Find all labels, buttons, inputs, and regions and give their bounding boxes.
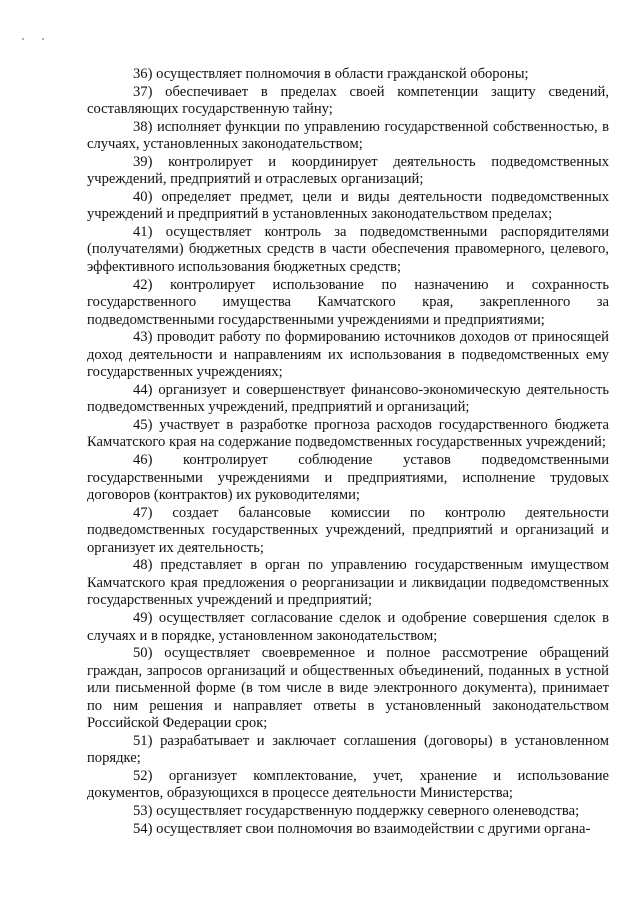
list-item-46: 46) контролирует соблюдение уставов подведомственными государственными учреждениями и предприятиями, исполнение трудовых договоров (контрактов) их руководителями; — [87, 452, 609, 504]
list-item-37: 37) обеспечивает в пределах своей компетенции защиту сведений, составляющих государственную тайну; — [87, 83, 609, 118]
list-item-45: 45) участвует в разработке прогноза расходов государственного бюджета Камчатского края на содержание подведомственных государственных учреждений; — [87, 416, 609, 451]
scan-speck — [22, 38, 24, 40]
list-item-48: 48) представляет в орган по управлению государственным имуществом Камчатского края предложения о реорганизации и ликвидации подведомственных государственных учреждений и предприятий; — [87, 557, 609, 609]
scan-speck — [42, 38, 44, 40]
list-item-40: 40) определяет предмет, цели и виды деятельности подведомственных учреждений и предприятий в установленных законодательством пределах; — [87, 188, 609, 223]
list-item-42: 42) контролирует использование по назначению и сохранность государственного имущества Камчатского края, закрепленного за подведомственными государственными учреждениями и предприятиями; — [87, 276, 609, 328]
document-page — [87, 66, 609, 838]
list-item-44: 44) организует и совершенствует финансово-экономическую деятельность подведомственных учреждений, предприятий и организаций; — [87, 381, 609, 416]
list-item-36: 36) осуществляет полномочия в области гражданской обороны; — [133, 66, 529, 82]
list-item-54: 54) осуществляет свои полномочия во взаимодействии с другими органа- — [133, 820, 591, 837]
list-item-51: 51) разрабатывает и заключает соглашения (договоры) в установленном порядке; — [87, 732, 609, 767]
list-item-41: 41) осуществляет контроль за подведомственными распорядителями (получателями) бюджетных средств в части обеспечения правомерного, целевого, эффективного использования бюджетных средств; — [87, 223, 609, 276]
list-item-52: 52) организует комплектование, учет, хранение и использование документов, образующихся в процессе деятельности Министерства; — [87, 767, 609, 802]
list-item-53: 53) осуществляет государственную поддержку северного оленеводства; — [133, 802, 580, 819]
list-item-49: 49) осуществляет согласование сделок и одобрение совершения сделок в случаях и в порядке, установленном законодательством; — [87, 609, 609, 644]
list-item-43: 43) проводит работу по формированию источников доходов от приносящей доход деятельности и направлениям их использования в подведомственных ему государственных учреждениях; — [87, 329, 609, 381]
list-item-38: 38) исполняет функции по управлению государственной собственностью, в случаях, установленных законодательством; — [87, 118, 609, 153]
list-item-50: 50) осуществляет своевременное и полное рассмотрение обращений граждан, запросов организаций и общественных объединений, поданных в устной или письменной форме (в том числе в виде электронного документа), принимает по ним решения и направляет ответы в установленный законодательством Российской Федерации срок; — [87, 645, 609, 732]
list-item-47: 47) создает балансовые комиссии по контролю деятельности подведомственных государственных учреждений, предприятий и организаций и организует их деятельность; — [87, 504, 609, 556]
list-item-39: 39) контролирует и координирует деятельность подведомственных учреждений, предприятий и отраслевых организаций; — [87, 153, 609, 188]
